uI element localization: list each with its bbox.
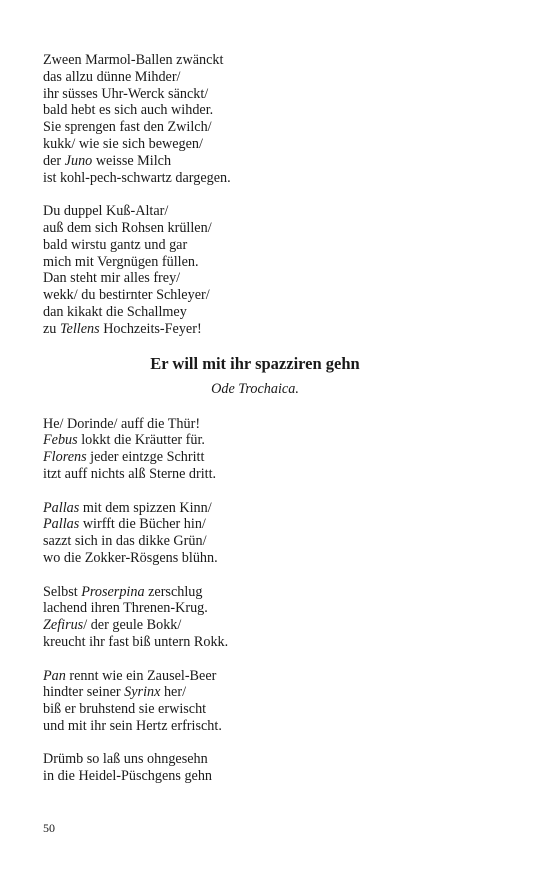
verse-text: das allzu dünne Mihder/ bbox=[43, 68, 181, 85]
verse-text: der bbox=[43, 152, 65, 169]
verse-line bbox=[43, 270, 513, 287]
verse-text: Zween Marmol-Ballen zwänckt bbox=[43, 52, 224, 68]
verse-text: wekk/ du bestirnter Schleyer/ bbox=[43, 287, 210, 304]
verse-line bbox=[43, 136, 513, 153]
poem-text bbox=[43, 52, 513, 785]
verse-line bbox=[43, 287, 513, 304]
stanza bbox=[43, 52, 513, 186]
verse-line bbox=[43, 684, 513, 701]
verse-line bbox=[43, 52, 513, 69]
verse-text: zerschlug bbox=[144, 583, 203, 600]
verse-line bbox=[43, 617, 513, 634]
stanza bbox=[43, 751, 513, 785]
verse-line bbox=[43, 768, 513, 785]
verse-text: rennt wie ein Zausel-Beer bbox=[65, 667, 217, 684]
italic-name: Tellens bbox=[59, 320, 100, 337]
italic-name: Pan bbox=[43, 667, 66, 684]
poem-title: Er will mit ihr spazziren gehn bbox=[150, 353, 360, 373]
italic-name: Febus bbox=[43, 432, 78, 449]
verse-line bbox=[43, 254, 513, 271]
verse-text: lachend ihren Threnen-Krug. bbox=[43, 600, 208, 617]
verse-line bbox=[43, 600, 513, 617]
verse-text: weisse Milch bbox=[92, 152, 172, 169]
verse-text: Dan steht mir alles frey/ bbox=[43, 270, 181, 287]
verse-text: itzt auff nichts alß Sterne dritt. bbox=[43, 465, 217, 482]
verse-text: Hochzeits-Feyer! bbox=[99, 320, 202, 337]
page-number: 50 bbox=[43, 821, 55, 835]
verse-text: Selbst bbox=[43, 583, 82, 600]
second-poem-heading-block bbox=[43, 354, 467, 398]
verse-text: bald wirstu gantz und gar bbox=[43, 236, 188, 253]
verse-line bbox=[43, 751, 513, 768]
verse-line bbox=[43, 718, 513, 735]
verse-line bbox=[43, 634, 513, 651]
italic-name: Proserpina bbox=[81, 583, 145, 600]
verse-text: bald hebt es sich auch wihder. bbox=[43, 102, 214, 119]
verse-text: dan kikakt die Schallmey bbox=[43, 303, 187, 320]
verse-line bbox=[43, 466, 513, 483]
verse-line bbox=[43, 416, 513, 433]
verse-text: hindter seiner bbox=[43, 684, 125, 701]
verse-text: wirfft die Bücher hin/ bbox=[79, 516, 206, 533]
verse-text: biß er bruhstend sie erwischt bbox=[43, 701, 207, 718]
verse-line bbox=[43, 170, 513, 187]
verse-text: Du duppel Kuß-Altar/ bbox=[43, 203, 169, 220]
verse-text: her/ bbox=[160, 684, 187, 701]
stanza bbox=[43, 500, 513, 567]
verse-text: mit dem spizzen Kinn/ bbox=[79, 499, 212, 516]
verse-text: sazzt sich in das dikke Grün/ bbox=[43, 533, 207, 550]
verse-line bbox=[43, 533, 513, 550]
stanza bbox=[43, 416, 513, 483]
verse-text: mich mit Vergnügen füllen. bbox=[43, 253, 199, 270]
second-poem bbox=[43, 416, 513, 786]
verse-line bbox=[43, 203, 513, 220]
verse-line bbox=[43, 449, 513, 466]
stanza bbox=[43, 203, 513, 337]
verse-line bbox=[43, 584, 513, 601]
verse-line bbox=[43, 321, 513, 338]
verse-line bbox=[43, 86, 513, 103]
stanza bbox=[43, 668, 513, 735]
verse-text: jeder eintzge Schritt bbox=[86, 449, 205, 466]
verse-line bbox=[43, 102, 513, 119]
verse-text: ihr süsses Uhr-Werck sänckt/ bbox=[43, 85, 209, 102]
verse-line bbox=[43, 69, 513, 86]
italic-name: Juno bbox=[64, 152, 93, 169]
verse-text: zu bbox=[43, 320, 60, 337]
verse-text: He/ Dorinde/ auff die Thür! bbox=[43, 415, 201, 432]
verse-line bbox=[43, 668, 513, 685]
verse-text: und mit ihr sein Hertz erfrischt. bbox=[43, 717, 222, 734]
italic-name: Pallas bbox=[43, 516, 80, 533]
poem-subtitle: Ode Trochaica. bbox=[211, 380, 299, 397]
first-poem bbox=[43, 52, 513, 338]
verse-line bbox=[43, 516, 513, 533]
italic-name: Syrinx bbox=[124, 684, 161, 701]
verse-text: lokkt die Kräutter für. bbox=[77, 432, 205, 449]
stanza bbox=[43, 584, 513, 651]
verse-line bbox=[43, 432, 513, 449]
verse-line bbox=[43, 220, 513, 237]
verse-text: ist kohl-pech-schwartz dargegen. bbox=[43, 169, 231, 186]
verse-text: auß dem sich Rohsen krüllen/ bbox=[43, 219, 212, 236]
verse-line bbox=[43, 701, 513, 718]
verse-line bbox=[43, 500, 513, 517]
italic-name: Florens bbox=[43, 449, 87, 466]
verse-line bbox=[43, 304, 513, 321]
verse-text: in die Heidel-Püschgens gehn bbox=[43, 768, 213, 785]
verse-text: Drümb so laß uns ohngesehn bbox=[43, 751, 208, 768]
verse-line bbox=[43, 153, 513, 170]
verse-text: wo die Zokker-Rösgens blühn. bbox=[43, 549, 218, 566]
italic-name: Zefirus bbox=[43, 617, 84, 634]
verse-line bbox=[43, 237, 513, 254]
verse-text: / der geule Bokk/ bbox=[83, 617, 182, 634]
verse-text: kukk/ wie sie sich bewegen/ bbox=[43, 135, 203, 152]
verse-text: kreucht ihr fast biß untern Rokk. bbox=[43, 633, 229, 650]
italic-name: Pallas bbox=[43, 499, 80, 516]
verse-line bbox=[43, 119, 513, 136]
verse-text: Sie sprengen fast den Zwilch/ bbox=[43, 119, 212, 136]
verse-line bbox=[43, 550, 513, 567]
